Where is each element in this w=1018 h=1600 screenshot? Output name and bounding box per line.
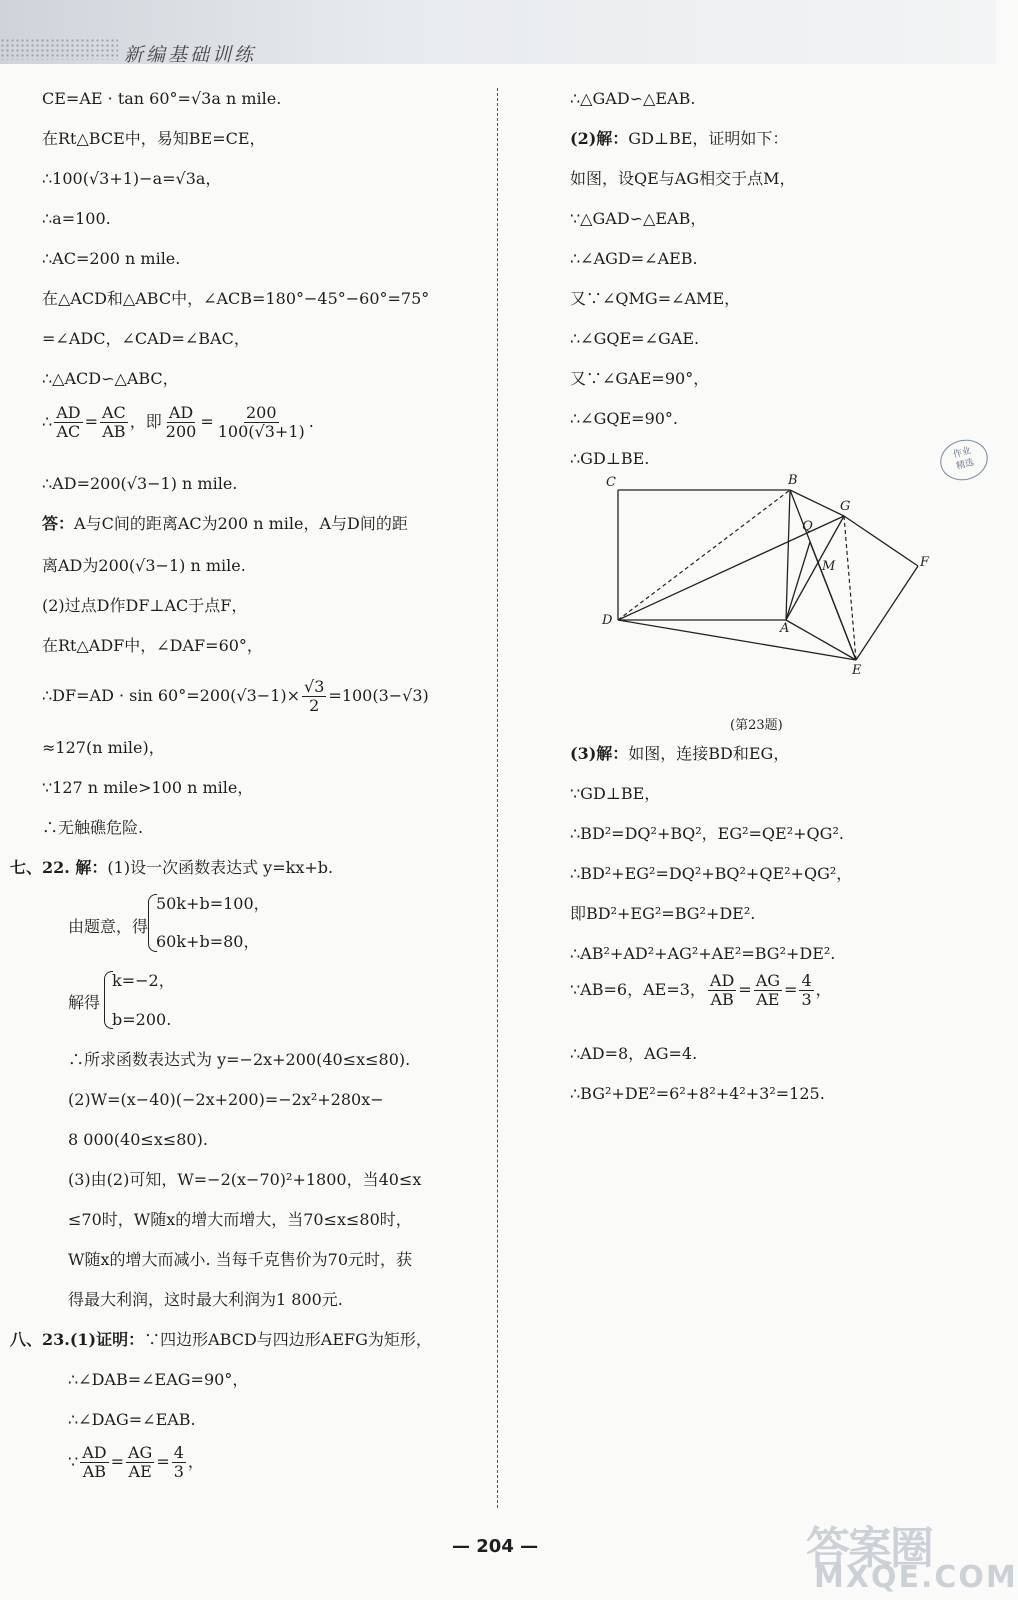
figure-point-label: F xyxy=(920,555,930,570)
solution-line: ∴△ACD∽△ABC， xyxy=(42,369,179,388)
solution-line: ∴△GAD∽△EAB. xyxy=(570,89,696,108)
solution-line: ∴AB²+AD²+AG²+AE²=BG²+DE². xyxy=(570,944,836,963)
q22-line: ∴所求函数表达式为 y=−2x+200(40≤x≤80). xyxy=(68,1050,411,1069)
solution-line: ≈127(n mile)， xyxy=(42,738,165,757)
solution-line: ∵△GAD∽△EAB， xyxy=(570,209,707,228)
solution-line: 又∵∠QMG=∠AME， xyxy=(570,289,741,308)
solution-line: ∴100(√3+1)−a=√3a， xyxy=(42,169,222,188)
header-dot-pattern xyxy=(0,38,118,60)
fraction: $\frac{√3}{2}$ xyxy=(304,677,325,715)
solution-line: 答：A与C间的距离AC为200 n mile，A与D间的距 xyxy=(42,514,408,533)
q22-eq1: 50k+b=100， xyxy=(156,894,270,913)
solution-line: ∴∠GQE=∠GAE. xyxy=(570,329,700,348)
fraction: $\frac{AD}{AB}$ xyxy=(82,1443,107,1481)
q22-line: (3)由(2)可知，W=−2(x−70)²+1800，当40≤x xyxy=(68,1170,422,1189)
q22-line: 得最大利润，这时最大利润为1 800元. xyxy=(68,1290,343,1309)
figure-point-label: B xyxy=(788,473,798,488)
solution-line: (2)解：GD⊥BE，证明如下： xyxy=(570,129,789,148)
fraction: $\frac{AC}{AB}$ xyxy=(101,403,126,441)
fraction: $\frac{AG}{AE}$ xyxy=(755,971,781,1009)
figure-point-label: A xyxy=(780,621,790,636)
solution-line: (2)过点D作DF⊥AC于点F， xyxy=(42,596,248,615)
q23-line: ∴∠DAB=∠EAG=90°， xyxy=(68,1370,249,1389)
watermark-en: MXQE.COM xyxy=(814,1560,1018,1595)
solution-line: 在Rt△ADF中，∠DAF=60°， xyxy=(42,636,263,655)
q22-sol1: k=−2， xyxy=(112,971,175,990)
figure-point-label: E xyxy=(852,663,862,678)
solution-line: ∴∠GQE=90°. xyxy=(570,409,679,428)
figure-caption: (第23题) xyxy=(730,718,783,733)
fraction: $\frac{4}{3}$ xyxy=(173,1443,184,1481)
solution-line: 又∵∠GAE=90°， xyxy=(570,369,710,388)
solution-line: ∴AD=8，AG=4. xyxy=(570,1044,698,1063)
solution-line: 即BD²+EG²=BG²+DE². xyxy=(570,904,756,923)
fraction: $\frac{AD}{200}$ xyxy=(165,403,197,441)
figure-point-label: M xyxy=(822,559,836,574)
solution-line: ∴∠AGD=∠AEB. xyxy=(570,249,698,268)
watermark-cn: 答案圈 xyxy=(806,1523,932,1574)
solution-line: ∵GD⊥BE， xyxy=(570,784,661,803)
site-watermark xyxy=(806,1512,1018,1596)
fraction: $\frac{200}{100(√3+1)}$ xyxy=(217,403,305,441)
figure-point-label: D xyxy=(602,613,613,628)
column-divider xyxy=(497,88,498,1508)
ratio-equation: ∴ $\frac{AD}{AC}$ = $\frac{AC}{AB}$ ，即 $\frac{AD}{200}$ = $\frac{200}{100(√3+1)}$ . xyxy=(42,403,314,441)
fraction: $\frac{AD}{AB}$ xyxy=(709,971,735,1009)
solution-line: =∠ADC，∠CAD=∠BAC， xyxy=(42,329,250,348)
solution-line: ∴BD²+EG²=DQ²+BQ²+QE²+QG²， xyxy=(570,864,853,883)
solution-line: ∵127 n mile>100 n mile， xyxy=(42,778,254,797)
figure-point-label: Q xyxy=(802,519,813,534)
solution-line: CE=AE · tan 60°=√3a n mile. xyxy=(42,89,282,108)
q22-given-label: 由题意，得 xyxy=(68,917,149,936)
fraction: $\frac{4}{3}$ xyxy=(801,971,812,1009)
fraction: $\frac{AG}{AE}$ xyxy=(127,1443,153,1481)
solution-line: 在Rt△BCE中，易知BE=CE， xyxy=(42,129,266,148)
solution-line: ∴GD⊥BE. xyxy=(570,449,650,468)
right-ratio: ∵AB=6，AE=3， $\frac{AD}{AB}$ = $\frac{AG}{AE}$ = $\frac{4}{3}$ ， xyxy=(570,971,832,1009)
q23-heading: 八、23.(1)证明：∵四边形ABCD与四边形AEFG为矩形， xyxy=(10,1330,432,1349)
solution-line: ∴a=100. xyxy=(42,209,111,228)
solution-line: ∴BD²=DQ²+BQ²，EG²=QE²+QG². xyxy=(570,824,844,843)
solution-line: ∴无触礁危险. xyxy=(42,818,144,837)
q22-line: 8 000(40≤x≤80). xyxy=(68,1130,208,1149)
solution-line: ∴AD=200(√3−1) n mile. xyxy=(42,474,238,493)
stamp-mark: 作业 精选 xyxy=(936,434,993,485)
q23-ratio: ∵ $\frac{AD}{AB}$ = $\frac{AG}{AE}$ = $\frac{4}{3}$ ， xyxy=(68,1443,204,1481)
therefore-symbol: ∴ xyxy=(42,412,53,431)
q22-eq2: 60k+b=80， xyxy=(156,932,260,951)
solution-line: (3)解：如图，连接BD和EG， xyxy=(570,744,790,763)
q22-line: (2)W=(x−40)(−2x+200)=−2x²+280x− xyxy=(68,1090,384,1109)
book-title: 新编基础训练 xyxy=(124,44,257,66)
solution-line: ∴BG²+DE²=6²+8²+4²+3²=125. xyxy=(570,1084,825,1103)
q23-line: ∴∠DAG=∠EAB. xyxy=(68,1410,196,1429)
solution-line: 如图，设QE与AG相交于点M， xyxy=(570,169,796,188)
q22-heading: 七、22. 解：(1)设一次函数表达式 y=kx+b. xyxy=(10,858,334,877)
geometry-figure xyxy=(598,472,938,692)
solution-line: 离AD为200(√3−1) n mile. xyxy=(42,556,246,575)
solution-line: 在△ACD和△ABC中，∠ACB=180°−45°−60°=75° xyxy=(42,289,430,308)
q22-sol2: b=200. xyxy=(112,1010,172,1029)
page-number: — 204 — xyxy=(452,1536,539,1557)
q22-line: ≤70时，W随x的增大而增大，当70≤x≤80时， xyxy=(68,1210,412,1229)
figure-point-label: G xyxy=(840,499,851,514)
q22-line: W随x的增大而减小. 当每千克售价为70元时，获 xyxy=(68,1250,413,1269)
q22-solved-label: 解得 xyxy=(68,993,101,1012)
df-equation: ∴DF=AD · sin 60°=200(√3−1)× $\frac{√3}{2}$ =100(3−√3) xyxy=(42,677,429,715)
fraction: $\frac{AD}{AC}$ xyxy=(56,403,81,441)
solution-line: ∴AC=200 n mile. xyxy=(42,249,181,268)
figure-point-label: C xyxy=(606,475,616,490)
